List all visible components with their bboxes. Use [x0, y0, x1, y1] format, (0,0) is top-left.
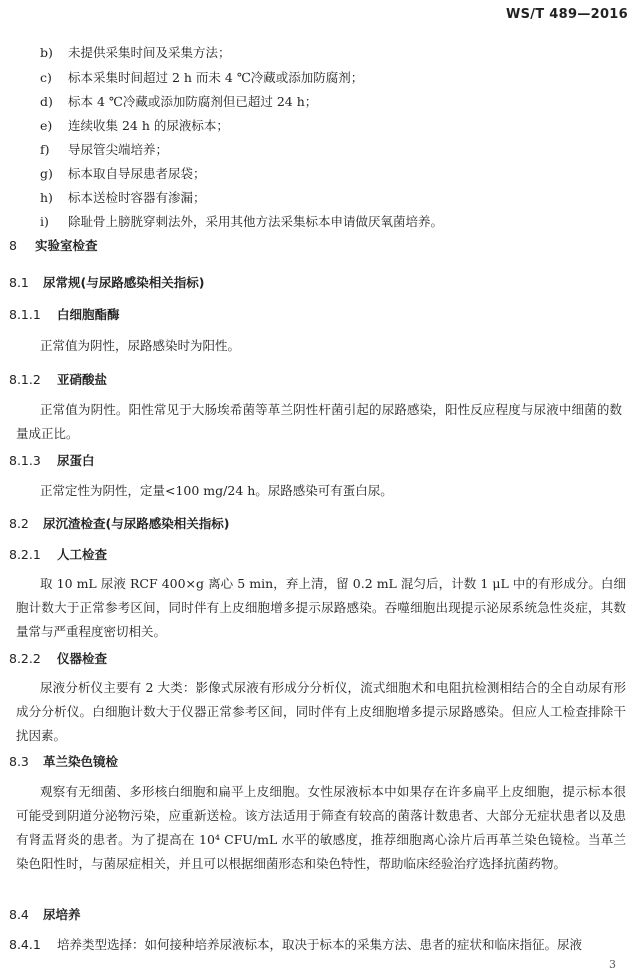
- section-title: 尿蛋白: [57, 453, 95, 468]
- section-number: 8.1: [9, 275, 29, 290]
- section-number: 8.2.2: [9, 651, 41, 666]
- list-text: 连续收集 24 h 的尿液标本；: [68, 118, 229, 133]
- list-marker: c): [40, 70, 52, 85]
- list-text: 标本 4 ℃冷藏或添加防腐剂但已超过 24 h；: [68, 94, 318, 109]
- section-heading-8-2-2: [9, 651, 107, 667]
- section-heading-8-2: [9, 516, 229, 532]
- section-heading-8-1-3: [9, 453, 95, 469]
- list-marker: g): [40, 166, 53, 181]
- paragraph: 取 10 mL 尿液 RCF 400×g 离心 5 min，弃上清，留 0.2 mL 混匀后，计数 1 μL 中的有形成分。白细胞计数大于正常参考区间，同时伴有上皮细胞增多提示尿路感染。吞噬细胞出现提示泌尿系统急性炎症，其数量常与严重程度密切相关。: [16, 576, 626, 639]
- list-item: [40, 45, 231, 61]
- list-text: 导尿管尖端培养；: [68, 142, 169, 157]
- standard-code: WS/T 489—2016: [505, 7, 628, 22]
- section-number: 8.2.1: [9, 547, 41, 562]
- section-title: 白细胞酯酶: [57, 307, 120, 322]
- list-marker: i): [40, 214, 49, 229]
- section-8-4-1-line: [9, 937, 582, 953]
- section-heading-8-1-2: [9, 372, 107, 388]
- list-marker: f): [40, 142, 50, 157]
- section-heading-8: [9, 238, 98, 254]
- list-text: 除耻骨上膀胱穿刺法外，采用其他方法采集标本申请做厌氧菌培养。: [68, 214, 444, 229]
- section-heading-8-4: [9, 907, 81, 923]
- paragraph: 观察有无细菌、多形核白细胞和扁平上皮细胞。女性尿液标本中如果存在许多扁平上皮细胞，提示标本很可能受到阴道分泌物污染，应重新送检。该方法适用于筛查有较高的菌落计数患者、大部分无症状患者以及患有肾盂肾炎的患者。为了提高在 10⁴ CFU/mL 水平的敏感度，推荐细胞离心涂片后再革兰染色镜检。当革兰染色阳性时，与菌尿症相关，并且可以根据细菌形态和染色特性，帮助临床经验治疗选择抗菌药物。: [16, 784, 626, 871]
- section-heading-8-2-1: [9, 547, 107, 563]
- section-heading-8-1: [9, 275, 204, 291]
- list-marker: e): [40, 118, 53, 133]
- section-heading-8-1-1: [9, 307, 120, 323]
- list-item: [40, 70, 363, 86]
- section-title: 尿沉渣检查(与尿路感染相关指标): [43, 516, 230, 531]
- section-title: 人工检查: [57, 547, 108, 562]
- list-marker: b): [40, 45, 53, 60]
- section-number: 8.1.2: [9, 372, 41, 387]
- section-heading-8-3: [9, 754, 118, 770]
- list-text: 标本送检时容器有渗漏；: [68, 190, 206, 205]
- list-item: [40, 94, 317, 110]
- section-number: 8.1.1: [9, 307, 41, 322]
- section-number: 8.1.3: [9, 453, 41, 468]
- paragraph: 正常值为阴性。阳性常见于大肠埃希菌等革兰阴性杆菌引起的尿路感染，阳性反应程度与尿液中细菌的数量成正比。: [16, 402, 622, 441]
- paragraph: 培养类型选择：如何接种培养尿液标本，取决于标本的采集方法、患者的症状和临床指征。尿液: [57, 937, 583, 952]
- list-item: [40, 190, 206, 206]
- list-item: [40, 118, 229, 134]
- list-text: 未提供采集时间及采集方法；: [68, 45, 231, 60]
- section-title: 仪器检查: [57, 651, 108, 666]
- list-item: [40, 142, 168, 158]
- section-number: 8.4: [9, 907, 29, 922]
- section-number: 8.3: [9, 754, 29, 769]
- section-title: 实验室检查: [35, 238, 98, 253]
- page-number: 3: [609, 958, 616, 971]
- paragraph: 正常定性为阴性，定量<100 mg/24 h。尿路感染可有蛋白尿。: [40, 483, 393, 498]
- section-title: 尿培养: [43, 907, 81, 922]
- list-text: 标本采集时间超过 2 h 而未 4 ℃冷藏或添加防腐剂；: [68, 70, 364, 85]
- paragraph: 正常值为阴性，尿路感染时为阳性。: [40, 338, 241, 353]
- section-title: 尿常规(与尿路感染相关指标): [43, 275, 205, 290]
- list-marker: d): [40, 94, 53, 109]
- section-title: 亚硝酸盐: [57, 372, 108, 387]
- section-number: 8: [9, 238, 17, 253]
- section-number: 8.2: [9, 516, 29, 531]
- list-text: 标本取自导尿患者尿袋；: [68, 166, 206, 181]
- list-item: [40, 166, 206, 182]
- paragraph: 尿液分析仪主要有 2 大类：影像式尿液有形成分分析仪，流式细胞术和电阻抗检测相结合的全自动尿有形成分分析仪。白细胞计数大于仪器正常参考区间，同时伴有上皮细胞增多提示尿路感染。但应人工检查排除干扰因素。: [16, 680, 626, 743]
- list-item: [40, 214, 443, 230]
- section-title: 革兰染色镜检: [43, 754, 119, 769]
- list-marker: h): [40, 190, 53, 205]
- section-number: 8.4.1: [9, 937, 41, 952]
